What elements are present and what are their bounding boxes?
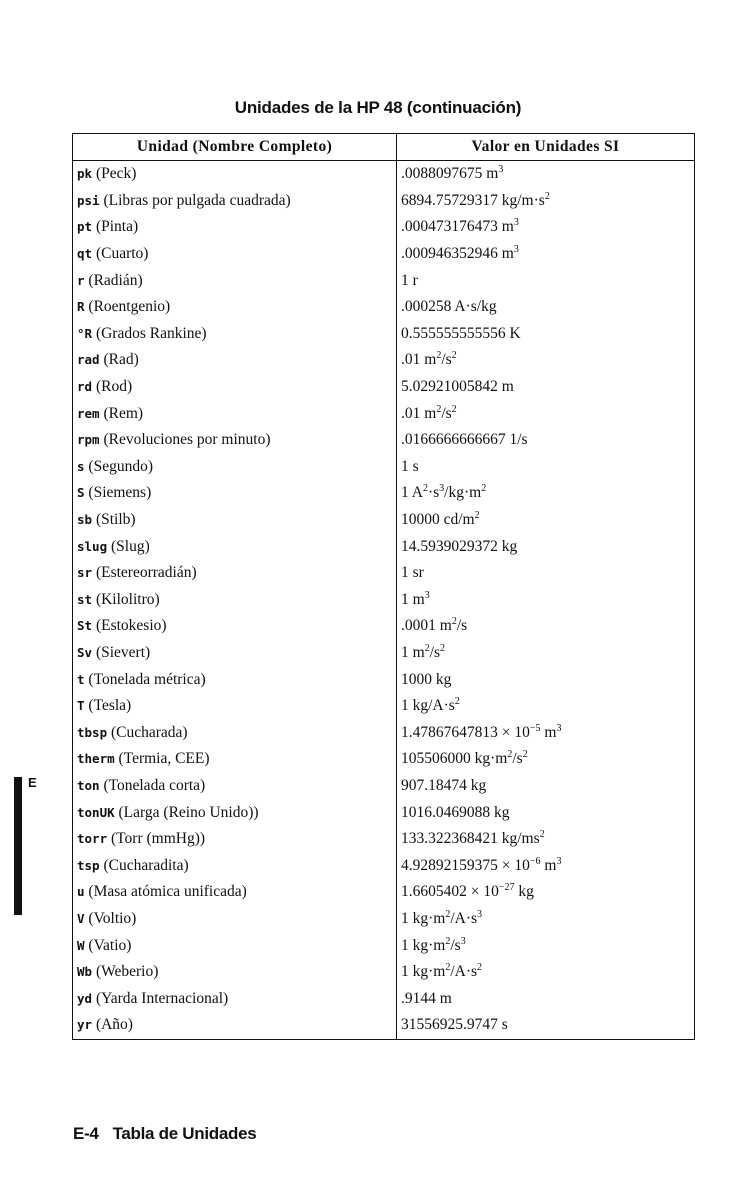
si-value-cell: 10000 $cd/m^2$ (401, 510, 480, 529)
unit-cell (73, 906, 397, 933)
table-row (73, 879, 695, 906)
table-row (73, 666, 695, 693)
unit-symbol: sb (77, 512, 93, 528)
table-row (73, 719, 695, 746)
unit-cell (73, 294, 397, 321)
unit-full-name: (Estereorradián) (95, 564, 197, 582)
unit-cell (73, 267, 397, 294)
unit-full-name: (Año) (95, 1016, 133, 1034)
table-row (73, 507, 695, 534)
table-row (73, 959, 695, 986)
unit-symbol: s (77, 458, 85, 474)
unit-full-name: (Weberio) (95, 963, 159, 981)
unit-symbol: S (77, 485, 85, 501)
unit-symbol: °R (77, 325, 93, 341)
page-footer (73, 1124, 256, 1144)
unit-cell (73, 852, 397, 879)
table-row (73, 932, 695, 959)
si-value-cell: $1.47867647813 \times 10^{-5}$ $m^3$ (401, 722, 562, 741)
unit-cell (73, 746, 397, 773)
table-row (73, 613, 695, 640)
unit-symbol: rem (77, 405, 100, 421)
si-value-cell: .0001 $m^2/s$ (401, 616, 468, 635)
unit-cell (73, 347, 397, 374)
unit-full-name: (Pinta) (95, 218, 139, 236)
unit-cell (73, 985, 397, 1012)
si-value-cell: .000946352946 $m^3$ (401, 244, 519, 263)
footer-page-number: E-4 (73, 1124, 99, 1143)
table-row (73, 1012, 695, 1039)
unit-symbol: psi (77, 192, 100, 208)
table-row (73, 347, 695, 374)
unit-cell (73, 507, 397, 534)
si-value-cell: .9144 m (401, 989, 452, 1007)
unit-symbol: rad (77, 352, 100, 368)
unit-symbol: tbsp (77, 724, 108, 740)
unit-cell (73, 799, 397, 826)
unit-cell (73, 587, 397, 614)
si-value-cell: .01 $m^2/s^2$ (401, 403, 457, 422)
unit-cell (73, 400, 397, 427)
si-value-cell: 1 s (401, 457, 419, 475)
unit-full-name: (Vatio) (88, 936, 132, 954)
table-row (73, 985, 695, 1012)
unit-symbol: R (77, 299, 85, 315)
si-value-cell: .000258 A·s/kg (401, 298, 497, 316)
unit-symbol: Wb (77, 964, 93, 980)
unit-symbol: therm (77, 751, 115, 767)
unit-cell (73, 879, 397, 906)
table-row (73, 374, 695, 401)
unit-symbol: r (77, 272, 85, 288)
units-table (72, 133, 695, 1040)
table-row (73, 852, 695, 879)
unit-cell (73, 188, 397, 215)
unit-cell (73, 214, 397, 241)
si-value-cell: 14.5939029372 kg (401, 537, 518, 555)
si-value-cell: $4.92892159375 \times 10^{-6}$ $m^3$ (401, 855, 562, 874)
table-row (73, 560, 695, 587)
table-row (73, 693, 695, 720)
unit-cell (73, 613, 397, 640)
unit-cell (73, 666, 397, 693)
unit-cell (73, 161, 397, 188)
si-value-cell: 1 $kg\cdot m^2/A\cdot s^3$ (401, 908, 483, 927)
table-row (73, 746, 695, 773)
si-value-cell: 1 $m^3$ (401, 589, 430, 608)
column-header-si-value: Valor en Unidades SI (397, 134, 695, 161)
unit-full-name: (Sievert) (95, 643, 151, 661)
unit-full-name: (Siemens) (88, 484, 152, 502)
unit-full-name: (Termia, CEE) (118, 750, 210, 768)
unit-cell (73, 640, 397, 667)
unit-full-name: (Revoluciones por minuto) (103, 431, 271, 449)
unit-full-name: (Estokesio) (95, 617, 167, 635)
unit-symbol: rpm (77, 432, 100, 448)
table-row (73, 533, 695, 560)
table-row (73, 454, 695, 481)
unit-full-name: (Peck) (95, 165, 137, 183)
si-value-cell: .0088097675 $m^3$ (401, 164, 504, 183)
unit-cell (73, 826, 397, 853)
table-row (73, 161, 695, 188)
si-value-cell: .000473176473 $m^3$ (401, 217, 519, 236)
table-row (73, 826, 695, 853)
table-row (73, 214, 695, 241)
unit-full-name: (Yarda Internacional) (95, 989, 229, 1007)
unit-symbol: sr (77, 565, 93, 581)
table-row (73, 294, 695, 321)
table-row (73, 773, 695, 800)
unit-symbol: slug (77, 538, 108, 554)
unit-full-name: (Masa atómica unificada) (88, 883, 247, 901)
si-value-cell: 1 r (401, 271, 418, 289)
unit-symbol: yd (77, 990, 93, 1006)
table-row (73, 267, 695, 294)
si-value-cell: 1 $kg/A\cdot s^2$ (401, 696, 460, 715)
unit-cell (73, 1012, 397, 1039)
si-value-cell: 105506000 $kg\cdot m^2/s^2$ (401, 749, 528, 768)
table-row (73, 400, 695, 427)
unit-cell (73, 427, 397, 454)
unit-full-name: (Rad) (103, 351, 139, 369)
si-value-cell: 1 $kg\cdot m^2/s^3$ (401, 935, 466, 954)
unit-full-name: (Grados Rankine) (95, 324, 207, 342)
si-value-cell: 1 $A^2\cdot s^3/kg\cdot m^2$ (401, 483, 487, 502)
unit-symbol: ton (77, 777, 100, 793)
si-value-cell: 5.02921005842 m (401, 378, 514, 396)
unit-full-name: (Larga (Reino Unido)) (118, 803, 259, 821)
si-value-cell: 907.18474 kg (401, 776, 487, 794)
unit-full-name: (Slug) (110, 537, 150, 555)
table-row (73, 427, 695, 454)
unit-full-name: (Rod) (95, 378, 133, 396)
unit-symbol: torr (77, 831, 108, 847)
table-row (73, 906, 695, 933)
unit-full-name: (Cuarto) (95, 245, 149, 263)
unit-symbol: tsp (77, 857, 100, 873)
si-value-cell: 0.555555555556 K (401, 324, 521, 342)
unit-symbol: rd (77, 379, 93, 395)
unit-symbol: Sv (77, 644, 93, 660)
table-row (73, 587, 695, 614)
table-row (73, 640, 695, 667)
unit-symbol: st (77, 591, 93, 607)
unit-symbol: St (77, 618, 93, 634)
si-value-cell: $1.6605402 \times 10^{-27}$ kg (401, 882, 534, 901)
si-value-cell: 1 $kg\cdot m^2/A\cdot s^2$ (401, 962, 483, 981)
unit-symbol: V (77, 910, 85, 926)
unit-full-name: (Tonelada corta) (103, 776, 206, 794)
footer-section-title: Tabla de Unidades (112, 1124, 257, 1143)
table-row (73, 321, 695, 348)
unit-symbol: qt (77, 246, 93, 262)
unit-full-name: (Torr (mmHg)) (110, 830, 206, 848)
unit-full-name: (Cucharadita) (103, 856, 189, 874)
unit-cell (73, 773, 397, 800)
unit-full-name: (Stilb) (95, 511, 136, 529)
si-value-cell: 133.322368421 $kg/ms^2$ (401, 829, 545, 848)
unit-symbol: yr (77, 1017, 93, 1033)
unit-symbol: t (77, 671, 85, 687)
table-header-row (73, 134, 695, 161)
unit-symbol: u (77, 884, 85, 900)
unit-full-name: (Tonelada métrica) (88, 670, 206, 688)
unit-full-name: (Radián) (88, 271, 143, 289)
si-value-cell: 31556925.9747 s (401, 1016, 508, 1034)
unit-cell (73, 454, 397, 481)
si-value-cell: 1 sr (401, 564, 424, 582)
unit-full-name: (Voltio) (88, 909, 137, 927)
unit-full-name: (Cucharada) (110, 723, 188, 741)
unit-cell (73, 932, 397, 959)
unit-cell (73, 241, 397, 268)
unit-symbol: T (77, 698, 85, 714)
page-title: Unidades de la HP 48 (continuación) (234, 98, 522, 117)
unit-full-name: (Roentgenio) (88, 298, 171, 316)
unit-cell (73, 959, 397, 986)
si-value-cell: .01 $m^2/s^2$ (401, 350, 457, 369)
section-tab-marker (14, 777, 22, 915)
unit-cell (73, 719, 397, 746)
unit-full-name: (Tesla) (88, 697, 132, 715)
unit-cell (73, 321, 397, 348)
unit-cell (73, 693, 397, 720)
section-tab-letter: E (28, 775, 37, 790)
table-row (73, 241, 695, 268)
unit-full-name: (Rem) (103, 404, 144, 422)
unit-full-name: (Segundo) (88, 457, 153, 475)
unit-symbol: pt (77, 219, 93, 235)
unit-full-name: (Libras por pulgada cuadrada) (103, 191, 291, 209)
unit-cell (73, 374, 397, 401)
unit-cell (73, 533, 397, 560)
unit-cell (73, 560, 397, 587)
table-row (73, 188, 695, 215)
si-value-cell: .0166666666667 1/s (401, 431, 528, 449)
unit-symbol: W (77, 937, 85, 953)
table-row (73, 799, 695, 826)
si-value-cell: 1016.0469088 kg (401, 803, 510, 821)
si-value-cell: 1000 kg (401, 670, 452, 688)
si-value-cell: 1 $m^2/s^2$ (401, 642, 446, 661)
column-header-unit: Unidad (Nombre Completo) (73, 134, 397, 161)
table-body (73, 161, 695, 1040)
unit-full-name: (Kilolitro) (95, 590, 160, 608)
table-row (73, 480, 695, 507)
unit-cell (73, 480, 397, 507)
si-value-cell: 6894.75729317 $kg/m\cdot s^2$ (401, 190, 550, 209)
unit-symbol: pk (77, 166, 93, 182)
unit-symbol: tonUK (77, 804, 115, 820)
